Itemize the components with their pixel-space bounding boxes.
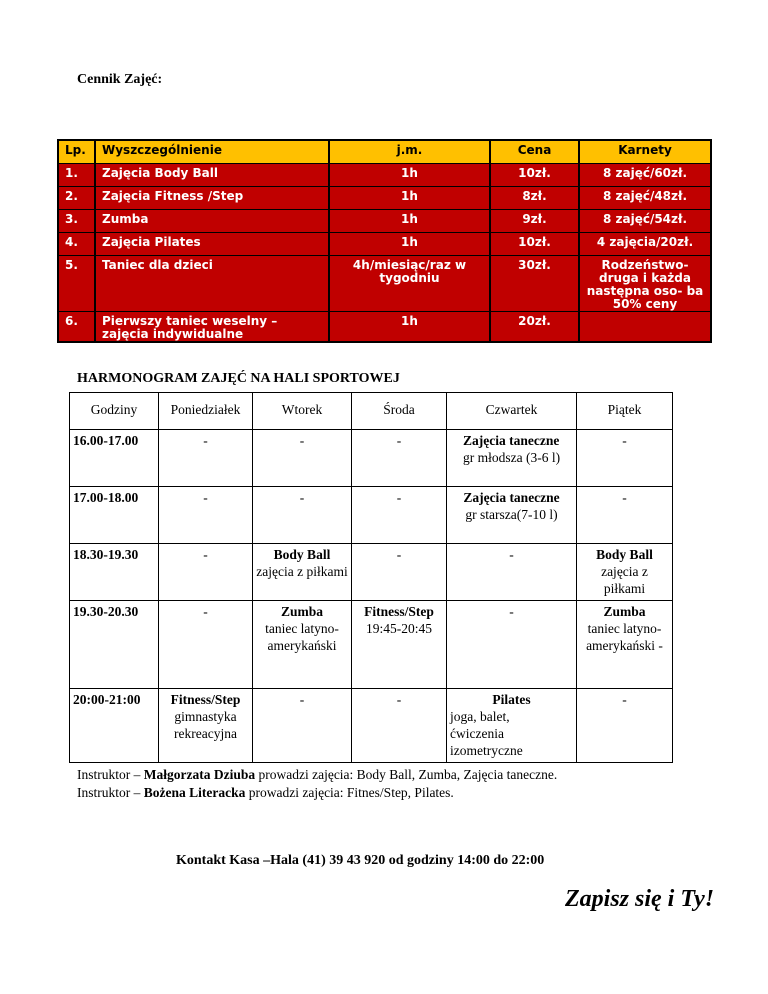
row-hours: 19.30-20.30 xyxy=(70,601,159,689)
row-unit: 1h xyxy=(329,209,490,232)
row-description: Zajęcia Fitness /Step xyxy=(95,186,329,209)
row-number: 1. xyxy=(58,163,95,186)
table-row xyxy=(58,255,711,311)
row-hours: 17.00-18.00 xyxy=(70,487,159,544)
class-detail: gimnastyka rekreacyjna xyxy=(174,709,237,741)
row-passes: 8 zajęć/60zł. xyxy=(579,163,711,186)
row-number: 3. xyxy=(58,209,95,232)
row-price: 9zł. xyxy=(490,209,579,232)
cell-monday: - xyxy=(159,487,253,544)
cell-thursday: - xyxy=(447,544,577,601)
cell-tuesday: - xyxy=(253,430,352,487)
row-number: 2. xyxy=(58,186,95,209)
class-detail: joga, balet, ćwiczenia izometryczne xyxy=(450,709,523,758)
cell-monday: - xyxy=(159,544,253,601)
class-detail: taniec latyno- amerykański - xyxy=(586,621,663,653)
class-detail: 19:45-20:45 xyxy=(366,621,432,636)
class-name: Fitness/Step xyxy=(364,604,434,619)
instructor-line xyxy=(77,767,557,783)
cell-friday xyxy=(577,601,673,689)
cell-wednesday xyxy=(352,601,447,689)
page-title: Cennik Zajęć: xyxy=(77,72,163,87)
cell-friday: - xyxy=(577,689,673,763)
row-passes: 8 zajęć/54zł. xyxy=(579,209,711,232)
row-description: Taniec dla dzieci xyxy=(95,255,329,311)
header-price: Cena xyxy=(490,140,579,163)
cell-thursday xyxy=(447,430,577,487)
row-unit: 1h xyxy=(329,311,490,342)
instructor-line xyxy=(77,785,454,801)
row-unit: 1h xyxy=(329,232,490,255)
class-detail: gr starsza(7-10 l) xyxy=(465,507,558,522)
row-unit: 1h xyxy=(329,163,490,186)
row-passes: 4 zajęcia/20zł. xyxy=(579,232,711,255)
contact-info: Kontakt Kasa –Hala (41) 39 43 920 od godziny 14:00 do 22:00 xyxy=(176,853,545,868)
class-name: Zumba xyxy=(280,604,324,619)
row-price: 8zł. xyxy=(490,186,579,209)
row-price: 30zł. xyxy=(490,255,579,311)
cell-thursday: - xyxy=(447,601,577,689)
cell-friday xyxy=(577,544,673,601)
schedule-row xyxy=(70,430,673,487)
row-unit: 1h xyxy=(329,186,490,209)
instructor-name: Bożena Literacka xyxy=(143,785,246,800)
class-detail: zajęcia z piłkami xyxy=(256,564,348,579)
price-table-header xyxy=(58,140,711,163)
schedule-row xyxy=(70,601,673,689)
header-monday: Poniedziałek xyxy=(159,393,253,430)
cell-wednesday: - xyxy=(352,544,447,601)
cell-wednesday: - xyxy=(352,689,447,763)
cell-tuesday xyxy=(253,544,352,601)
class-name: Body Ball xyxy=(596,547,653,562)
table-row xyxy=(58,311,711,342)
schedule-row xyxy=(70,487,673,544)
header-thursday: Czwartek xyxy=(447,393,577,430)
header-tuesday: Wtorek xyxy=(253,393,352,430)
header-lp: Lp. xyxy=(58,140,95,163)
row-price: 10zł. xyxy=(490,163,579,186)
class-name: Zajęcia taneczne xyxy=(463,433,560,448)
price-table xyxy=(57,139,712,343)
cell-monday: - xyxy=(159,601,253,689)
cell-tuesday xyxy=(253,601,352,689)
header-hours: Godziny xyxy=(70,393,159,430)
schedule-row xyxy=(70,689,673,763)
table-row xyxy=(58,186,711,209)
row-passes: 8 zajęć/48zł. xyxy=(579,186,711,209)
instructor-prefix: Instruktor – xyxy=(77,785,144,800)
table-row xyxy=(58,232,711,255)
cell-monday: - xyxy=(159,430,253,487)
cell-thursday xyxy=(447,689,577,763)
row-passes xyxy=(579,311,711,342)
row-description: Zajęcia Pilates xyxy=(95,232,329,255)
row-unit: 4h/miesiąc/raz w tygodniu xyxy=(329,255,490,311)
class-detail: gr młodsza (3-6 l) xyxy=(463,450,561,465)
table-row xyxy=(58,209,711,232)
header-passes: Karnety xyxy=(579,140,711,163)
row-number: 5. xyxy=(58,255,95,311)
class-name: Zajęcia taneczne xyxy=(463,490,560,505)
header-wednesday: Środa xyxy=(352,393,447,430)
cell-thursday xyxy=(447,487,577,544)
row-description: Pierwszy taniec weselny – zajęcia indywidualne xyxy=(95,311,329,342)
cell-tuesday: - xyxy=(253,487,352,544)
header-friday: Piątek xyxy=(577,393,673,430)
instructor-prefix: Instruktor – xyxy=(77,767,144,782)
cell-friday: - xyxy=(577,430,673,487)
cell-wednesday: - xyxy=(352,487,447,544)
row-description: Zumba xyxy=(95,209,329,232)
schedule-header xyxy=(70,393,673,430)
header-unit: j.m. xyxy=(329,140,490,163)
class-name: Zumba xyxy=(603,604,646,619)
row-hours: 20:00-21:00 xyxy=(70,689,159,763)
row-price: 20zł. xyxy=(490,311,579,342)
cell-friday: - xyxy=(577,487,673,544)
cell-wednesday: - xyxy=(352,430,447,487)
row-passes: Rodzeństwo- druga i każda następna oso- ba 50% ceny xyxy=(579,255,711,311)
row-price: 10zł. xyxy=(490,232,579,255)
class-name: Body Ball xyxy=(273,547,331,562)
class-name: Pilates xyxy=(492,692,531,707)
class-detail: zajęcia z piłkami xyxy=(601,564,648,596)
row-hours: 16.00-17.00 xyxy=(70,430,159,487)
row-number: 6. xyxy=(58,311,95,342)
row-hours: 18.30-19.30 xyxy=(70,544,159,601)
instructor-classes: prowadzi zajęcia: Body Ball, Zumba, Zajęcia taneczne. xyxy=(255,767,558,782)
cell-monday xyxy=(159,689,253,763)
header-description: Wyszczególnienie xyxy=(95,140,329,163)
instructor-name: Małgorzata Dziuba xyxy=(143,767,256,782)
call-to-action: Zapisz się i Ty! xyxy=(565,886,715,912)
row-number: 4. xyxy=(58,232,95,255)
schedule-row xyxy=(70,544,673,601)
class-name: Fitness/Step xyxy=(170,692,241,707)
row-description: Zajęcia Body Ball xyxy=(95,163,329,186)
table-row xyxy=(58,163,711,186)
class-detail: taniec latyno- amerykański xyxy=(265,621,339,653)
cell-tuesday: - xyxy=(253,689,352,763)
schedule-table xyxy=(69,392,673,763)
schedule-title: HARMONOGRAM ZAJĘĆ NA HALI SPORTOWEJ xyxy=(77,371,400,386)
instructor-classes: prowadzi zajęcia: Fitnes/Step, Pilates. xyxy=(245,785,454,800)
